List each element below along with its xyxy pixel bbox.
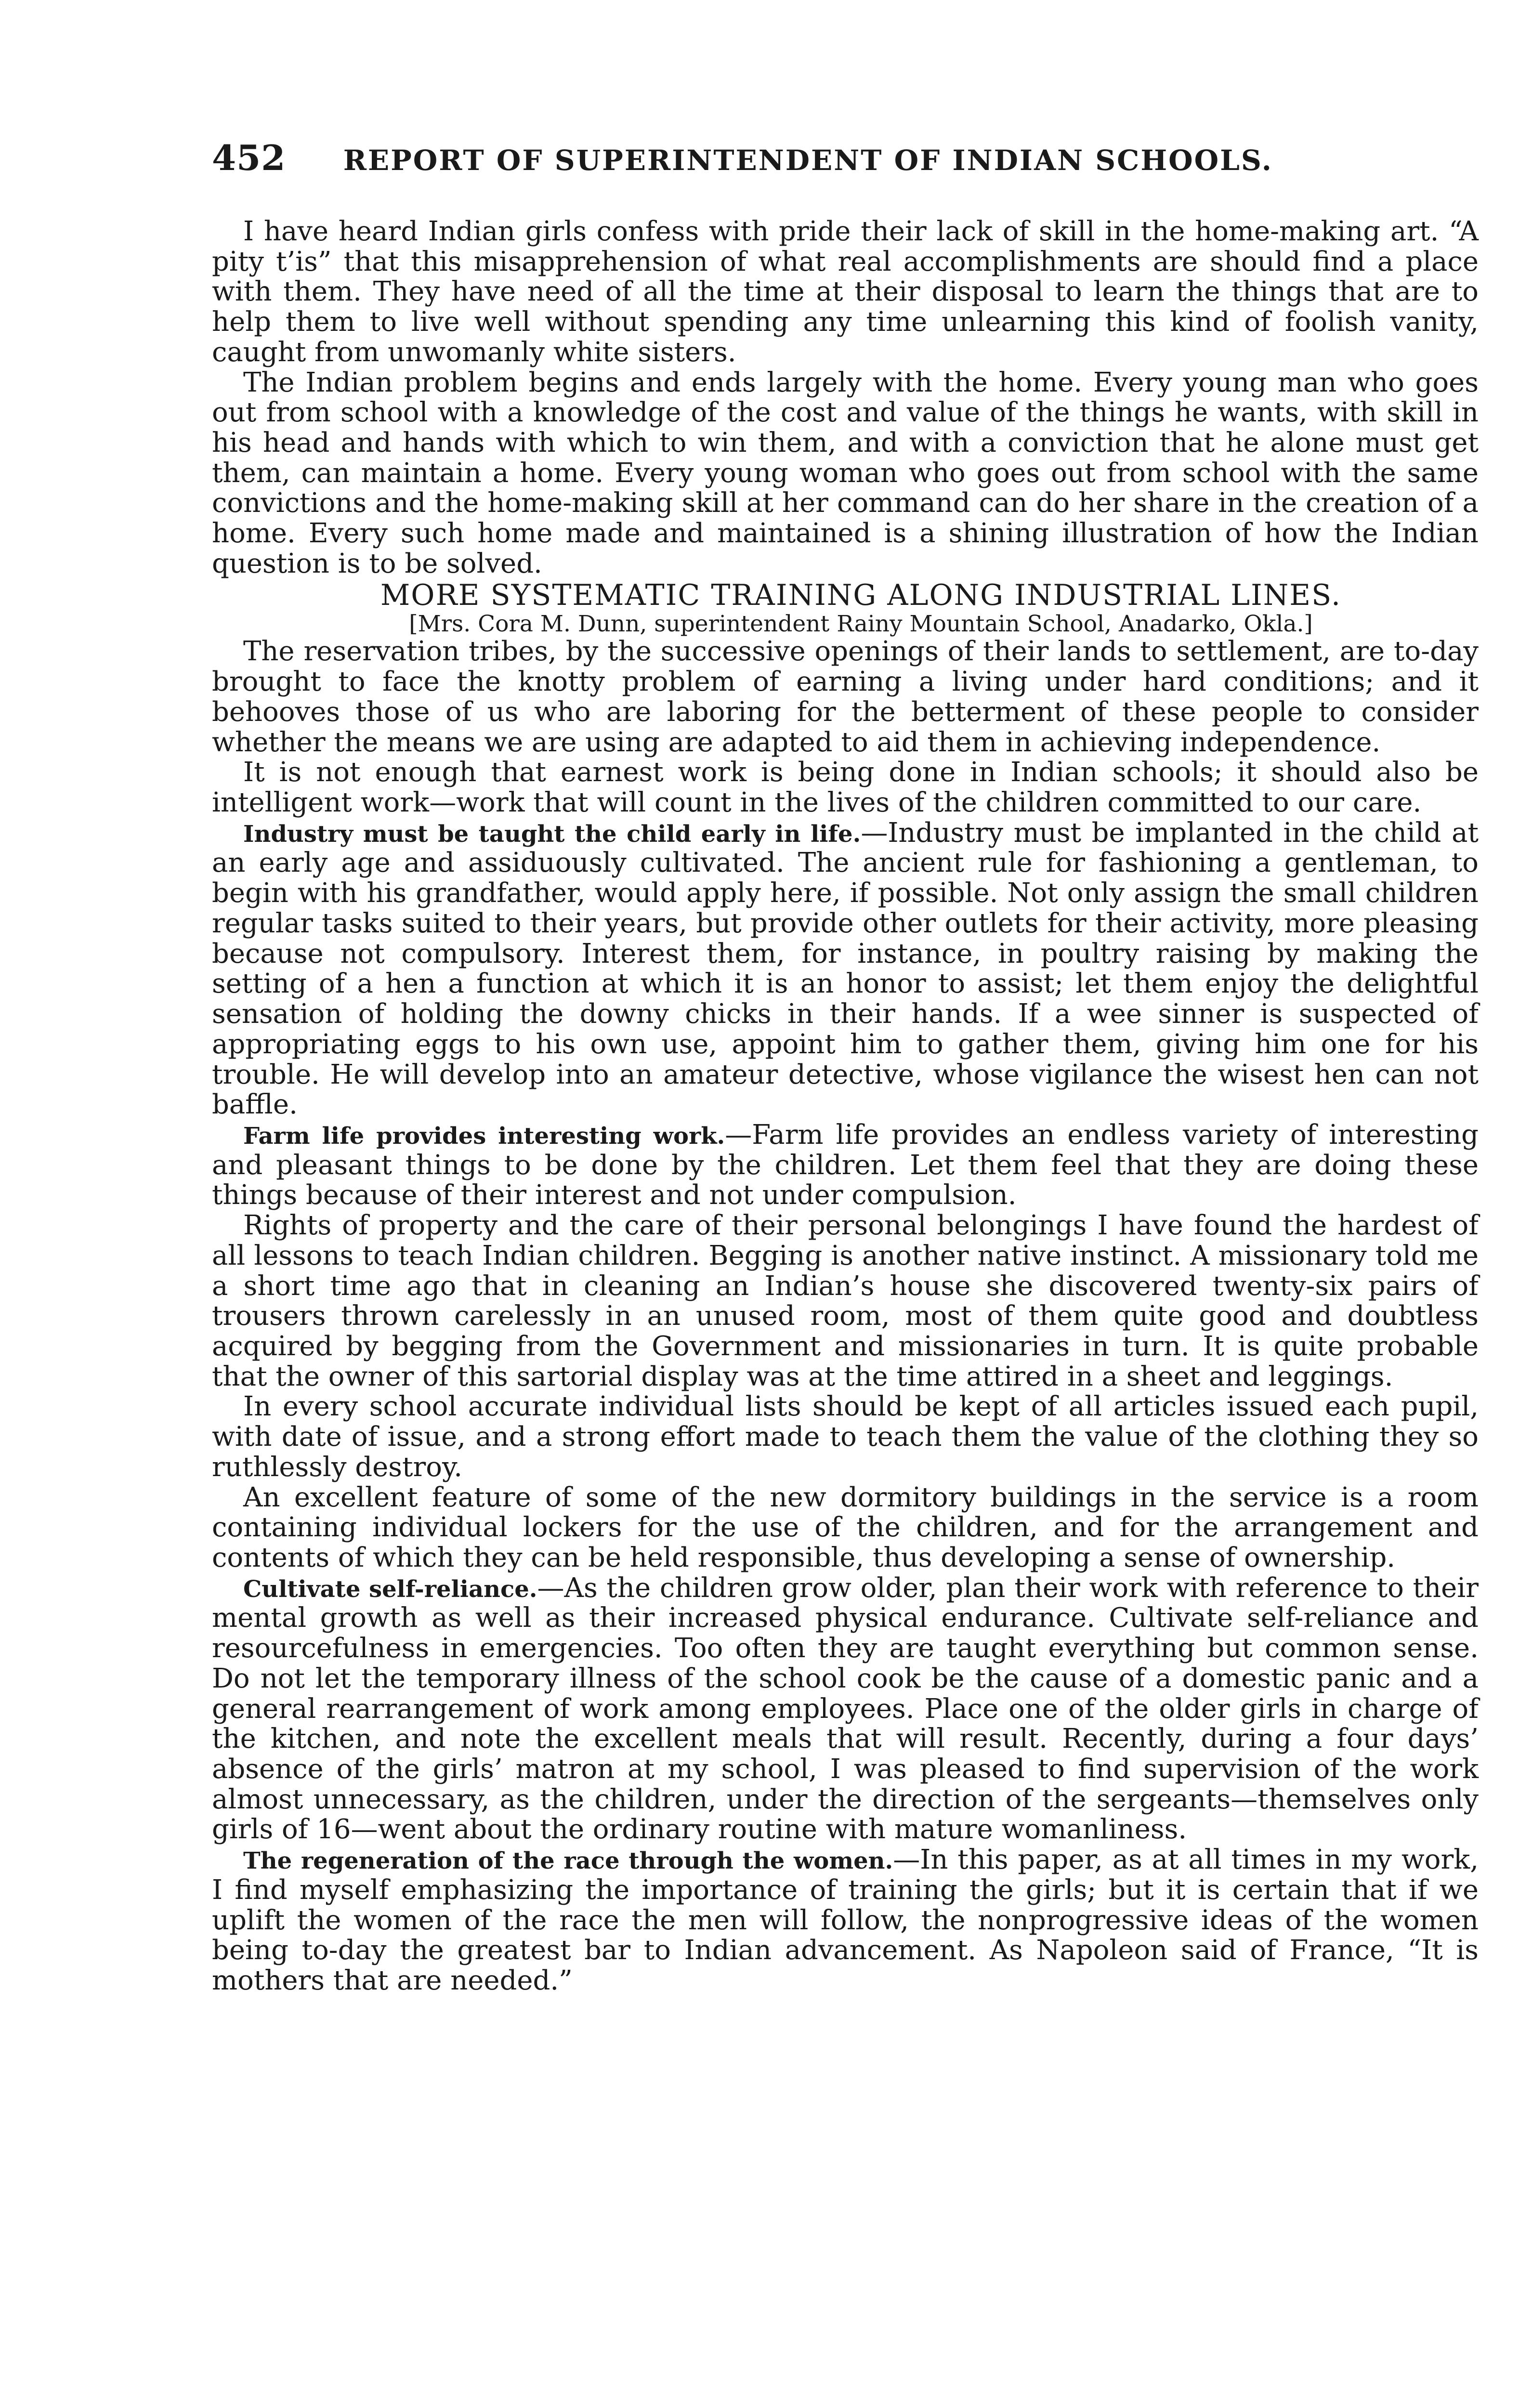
paragraph-text: —In this paper, as at all times in my work, I find myself emphasizing the importance of training the girls; but it is certain that if we uplift the women of the race the men will follow, the nonprogressive ideas of the women being to-day the greatest bar to Indian advancement. As Napoleon said of France, “It is mothers that are needed.” [212, 1844, 1479, 1997]
page-number: 452 [212, 137, 286, 178]
paragraph [212, 818, 1479, 1120]
paragraph [212, 1573, 1479, 1845]
running-header [212, 137, 1382, 178]
paragraph-heading: Cultivate self-reliance. [243, 1575, 537, 1603]
paragraph: An excellent feature of some of the new dormitory buildings in the service is a room containing individual lockers for the use of the children, and for the arrangement and contents of which they can be held responsible, thus developing a sense of ownership. [212, 1481, 1479, 1573]
section-title: MORE SYSTEMATIC TRAINING ALONG INDUSTRIAL LINES. [380, 578, 1342, 612]
intro-paragraph: The Indian problem begins and ends largely with the home. Every young man who goes out from school with a knowledge of the cost and value of the things he wants, with skill in his head and hands with which to win them, and with a conviction that he alone must get them, can maintain a home. Every young woman who goes out from school with the same convictions and the home-making skill at her command can do her share in the creation of a home. Every such home made and maintained is a shining illustration of how the Indian question is to be solved. [212, 366, 1479, 579]
paragraph: It is not enough that earnest work is being done in Indian schools; it should also be intelligent work—work that will count in the lives of the children committed to our care. [212, 757, 1479, 819]
body-text [212, 217, 1479, 1996]
paragraph-heading: Farm life provides interesting work. [243, 1122, 725, 1150]
running-title: REPORT OF SUPERINTENDENT OF INDIAN SCHOOLS. [343, 144, 1273, 177]
paragraph: The reservation tribes, by the successive openings of their lands to settlement, are to-day brought to face the knotty problem of earning a living under hard conditions; and it behooves those of us who are laboring for the betterment of these people to consider whether the means we are using are adapted to aid them in achieving independence. [212, 636, 1479, 758]
paragraph [212, 1845, 1479, 1996]
paragraph-heading: The regeneration of the race through the women. [243, 1847, 893, 1875]
intro-paragraph: I have heard Indian girls confess with pride their lack of skill in the home-making art. “A pity t’is” that this misapprehension of what real accomplishments are should find a place with them. They have need of all the time at their disposal to learn the things that are to help them to live well without spending any time unlearning this kind of foolish vanity, caught from unwomanly white sisters. [212, 216, 1479, 368]
paragraph-text: —Industry must be implanted in the child at an early age and assiduously cultivated. The ancient rule for fashioning a gentleman, to begin with his grandfather, would apply here, if possible. Not only assign the small children regular tasks suited to their years, but provide other outlets for their activity, more pleasing because not compulsory. Interest them, for instance, in poultry raising by making the setting of a hen a function at which it is an honor to assist; let them enjoy the delightful sensation of holding the downy chicks in their hands. If a wee sinner is suspected of appropriating eggs to his own use, appoint him to gather them, giving him one for his trouble. He will develop into an amateur detective, whose vigilance the wisest hen can not baffle. [212, 817, 1479, 1121]
paragraph [212, 1120, 1479, 1211]
paragraph: Rights of property and the care of their personal belongings I have found the hardest of all lessons to teach Indian children. Begging is another native instinct. A missionary told me a short time ago that in cleaning an Indian’s house she discovered twenty-six pairs of trousers thrown carelessly in an unused room, most of them quite good and doubtless acquired by begging from the Government and missionaries in turn. It is quite probable that the owner of this sartorial display was at the time attired in a sheet and leggings. [212, 1210, 1479, 1392]
paragraph-heading: Industry must be taught the child early in life. [243, 820, 861, 848]
section-byline: [Mrs. Cora M. Dunn, superintendent Rainy Mountain School, Anadarko, Okla.] [409, 610, 1313, 637]
paragraph-text: —As the children grow older, plan their work with reference to their mental growth as well as their increased physical endurance. Cultivate self-reliance and resourcefulness in emergencies. Too often they are taught everything but common sense. Do not let the temporary illness of the school cook be the cause of a domestic panic and a general rearrangement of work among employees. Place one of the older girls in charge of the kitchen, and note the excellent meals that will result. Recently, during a four days’ absence of the girls’ matron at my school, I was pleased to find supervision of the work almost unnecessary, as the children, under the direction of the sergeants—themselves only girls of 16—went about the ordinary routine with mature womanliness. [212, 1572, 1479, 1845]
paragraph-text: —Farm life provides an endless variety of interesting and pleasant things to be done by the children. Let them feel that they are doing these things because of their interest and not under compulsion. [212, 1119, 1479, 1211]
paragraph: In every school accurate individual lists should be kept of all articles issued each pupil, with date of issue, and a strong effort made to teach them the value of the clothing they so ruthlessly destroy. [212, 1391, 1479, 1483]
